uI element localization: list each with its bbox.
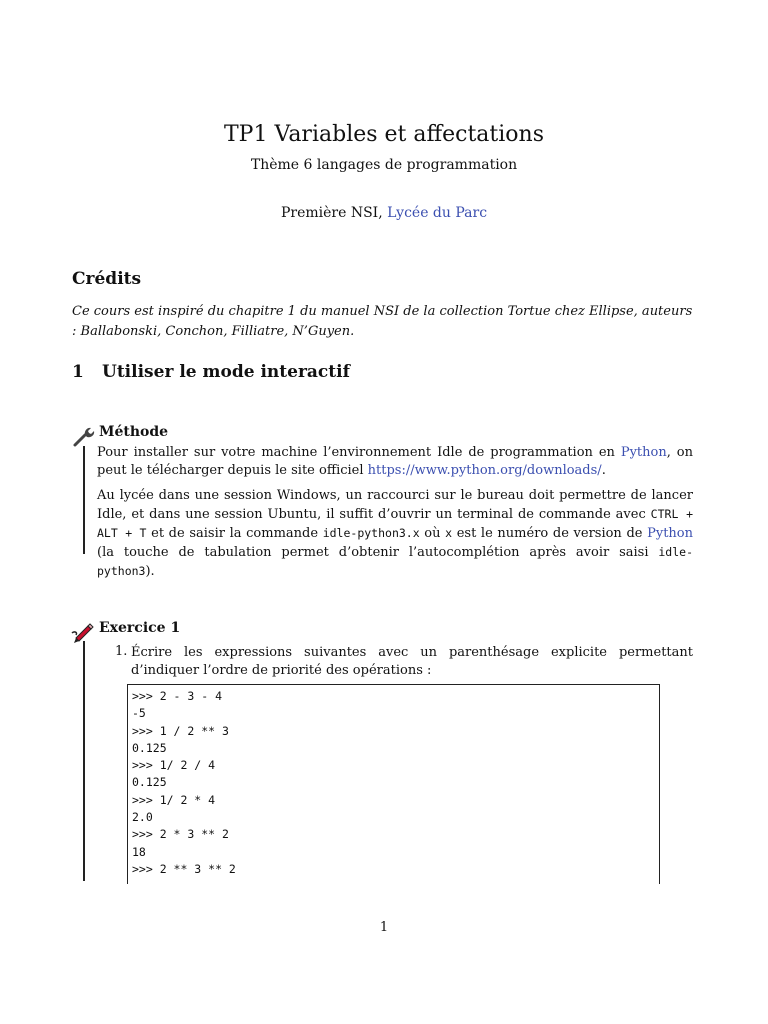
methode-p2-text-e: (la touche de tabulation permet d’obtenir l’autocomplétion après avoir saisi: [97, 545, 659, 560]
code-listing: [127, 684, 660, 884]
document-title: TP1 Variables et affectations: [223, 122, 545, 147]
credits-heading: Crédits: [72, 269, 142, 289]
item-number: 1.: [115, 644, 128, 659]
python-downloads-link[interactable]: https://www.python.org/downloads/: [367, 463, 602, 478]
code-line: >>> 1 / 2 ** 3: [132, 723, 229, 738]
code-line: >>> 1/ 2 / 4: [132, 758, 216, 773]
code-line: 2.0: [132, 810, 153, 825]
exercice-heading: Exercice 1: [99, 620, 181, 636]
methode-p2-text-c: où: [419, 526, 446, 541]
code-line: 18: [132, 844, 146, 859]
credits-text: Ce cours est inspiré du chapitre 1 du manuel NSI de la collection Tortue chez Ellipse, auteurs : Ballabonski, Conchon, Filliatre, N’Guyen.: [72, 304, 693, 339]
section-title: Utiliser le mode interactif: [102, 362, 350, 382]
code-line: 0.125: [132, 740, 167, 755]
pencil-icon: [70, 620, 94, 644]
methode-paragraph-2: [97, 487, 693, 581]
code-line: -5: [132, 706, 146, 721]
idle-python3-code: idle-python3: [97, 545, 693, 578]
methode-p1-text-b: , on peut le télécharger depuis le site officiel: [97, 445, 693, 478]
methode-p2-text-f: ).: [145, 564, 155, 579]
python-link[interactable]: Python: [620, 445, 667, 460]
methode-bar: [83, 446, 85, 554]
methode-p2-text-a: Au lycée dans une session Windows, un raccourci sur le bureau doit permettre de lancer Idle, et dans une session Ubuntu, il suffit d’ouvrir un terminal de commande avec: [97, 488, 693, 522]
methode-p1-text-a: Pour installer sur votre machine l’environnement Idle de programmation en: [97, 445, 621, 460]
document-subtitle: Thème 6 langages de programmation: [250, 157, 518, 173]
item-text: Écrire les expressions suivantes avec un parenthésage explicite permettant d’indiquer l’ordre de priorité des opérations :: [131, 645, 693, 678]
methode-p2-text-d: est le numéro de version de: [452, 526, 648, 541]
section-number: 1: [72, 362, 84, 382]
code-line: 0.125: [132, 775, 167, 790]
methode-heading: Méthode: [99, 424, 169, 440]
code-line: >>> 2 - 3 - 4: [132, 689, 223, 703]
methode-p1-text-c: .: [601, 463, 606, 478]
x-code: x: [445, 526, 453, 540]
wrench-icon: [72, 424, 96, 448]
python-link-2[interactable]: Python: [647, 526, 693, 541]
page-number: 1: [379, 920, 389, 935]
code-line: >>> 2 ** 3 ** 2: [132, 861, 236, 876]
affiliation: [0, 205, 768, 221]
affiliation-prefix: Première NSI,: [280, 205, 388, 221]
methode-paragraph-1: [97, 444, 693, 480]
lycee-link[interactable]: Lycée du Parc: [387, 205, 488, 221]
code-line: >>> 1/ 2 * 4: [132, 792, 216, 807]
code-line: >>> 2 * 3 ** 2: [132, 827, 229, 842]
exercice-bar: [83, 641, 85, 881]
methode-p2-text-b: et de saisir la commande: [146, 526, 323, 541]
idle-version-code: idle-python3.x: [322, 526, 420, 540]
section-1-heading: [72, 362, 350, 382]
ctrl-alt-t-code: CTRL + ALT + T: [97, 507, 693, 540]
